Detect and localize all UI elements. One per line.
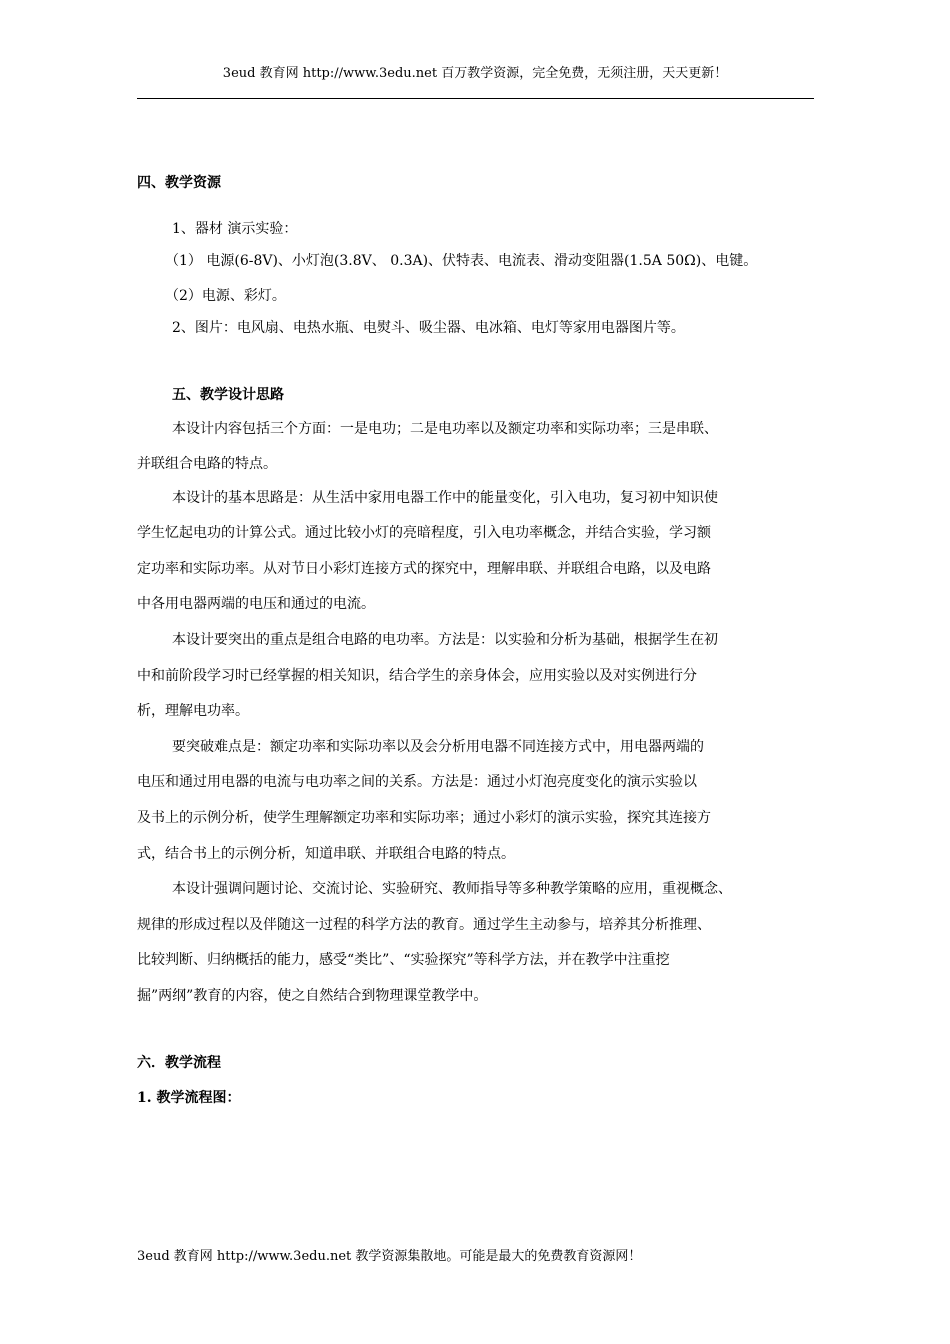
paragraph-line: 中各用电器两端的电压和通过的电流。 [137, 596, 375, 612]
section4-sub2: （2）电源、彩灯。 [165, 288, 286, 304]
page-footer: 3eud 教育网 http://www.3edu.net 教学资源集散地。可能是最大的免费教育资源网！ [137, 1249, 642, 1264]
paragraph-line: 中和前阶段学习时已经掌握的相关知识，结合学生的亲身体会，应用实验以及对实例进行分 [137, 668, 697, 684]
paragraph-line: 本设计要突出的重点是组合电路的电功率。方法是：以实验和分析为基础，根据学生在初 [172, 632, 718, 648]
paragraph-line: 并联组合电路的特点。 [137, 456, 277, 472]
paragraph-line: 本设计强调问题讨论、交流讨论、实验研究、教师指导等多种教学策略的应用，重视概念、 [172, 881, 732, 897]
section6-heading: 六．教学流程 [137, 1055, 221, 1071]
paragraph-line: 定功率和实际功率。从对节日小彩灯连接方式的探究中，理解串联、并联组合电路，以及电路 [137, 561, 711, 577]
paragraph-line: 及书上的示例分析，使学生理解额定功率和实际功率；通过小彩灯的演示实验，探究其连接方 [137, 810, 711, 826]
paragraph-line: 电压和通过用电器的电流与电功率之间的关系。方法是：通过小灯泡亮度变化的演示实验以 [137, 774, 697, 790]
paragraph-line: 式，结合书上的示例分析，知道串联、并联组合电路的特点。 [137, 846, 515, 862]
section5-heading: 五、教学设计思路 [172, 387, 284, 403]
paragraph-line: 学生忆起电功的计算公式。通过比较小灯的亮暗程度，引入电功率概念，并结合实验，学习额 [137, 525, 711, 541]
paragraph-line: 掘”两纲”教育的内容，使之自然结合到物理课堂教学中。 [137, 988, 488, 1004]
section4-item1: 1、器材 演示实验： [172, 221, 298, 237]
paragraph-line: 析，理解电功率。 [137, 703, 249, 719]
paragraph-line: 本设计内容包括三个方面：一是电功；二是电功率以及额定功率和实际功率；三是串联、 [172, 421, 718, 437]
header-divider [137, 98, 814, 99]
paragraph-line: 比较判断、归纳概括的能力，感受“类比”、“实验探究”等科学方法，并在教学中注重挖 [137, 952, 670, 968]
page-header: 3eud 教育网 http://www.3edu.net 百万教学资源，完全免费，无须注册，天天更新！ [222, 66, 728, 81]
section4-sub1: （1） 电源(6-8V)、小灯泡(3.8V、 0.3A)、伏特表、电流表、滑动变阻器(1.5A 50Ω)、电键。 [165, 253, 758, 269]
paragraph-line: 本设计的基本思路是：从生活中家用电器工作中的能量变化，引入电功，复习初中知识使 [172, 490, 718, 506]
section6-subheading: 1. 教学流程图： [137, 1090, 241, 1106]
section4-item2: 2、图片：电风扇、电热水瓶、电熨斗、吸尘器、电冰箱、电灯等家用电器图片等。 [172, 320, 685, 336]
paragraph-line: 要突破难点是：额定功率和实际功率以及会分析用电器不同连接方式中，用电器两端的 [172, 739, 704, 755]
section4-heading: 四、教学资源 [137, 175, 221, 191]
paragraph-line: 规律的形成过程以及伴随这一过程的科学方法的教育。通过学生主动参与，培养其分析推理、 [137, 917, 711, 933]
